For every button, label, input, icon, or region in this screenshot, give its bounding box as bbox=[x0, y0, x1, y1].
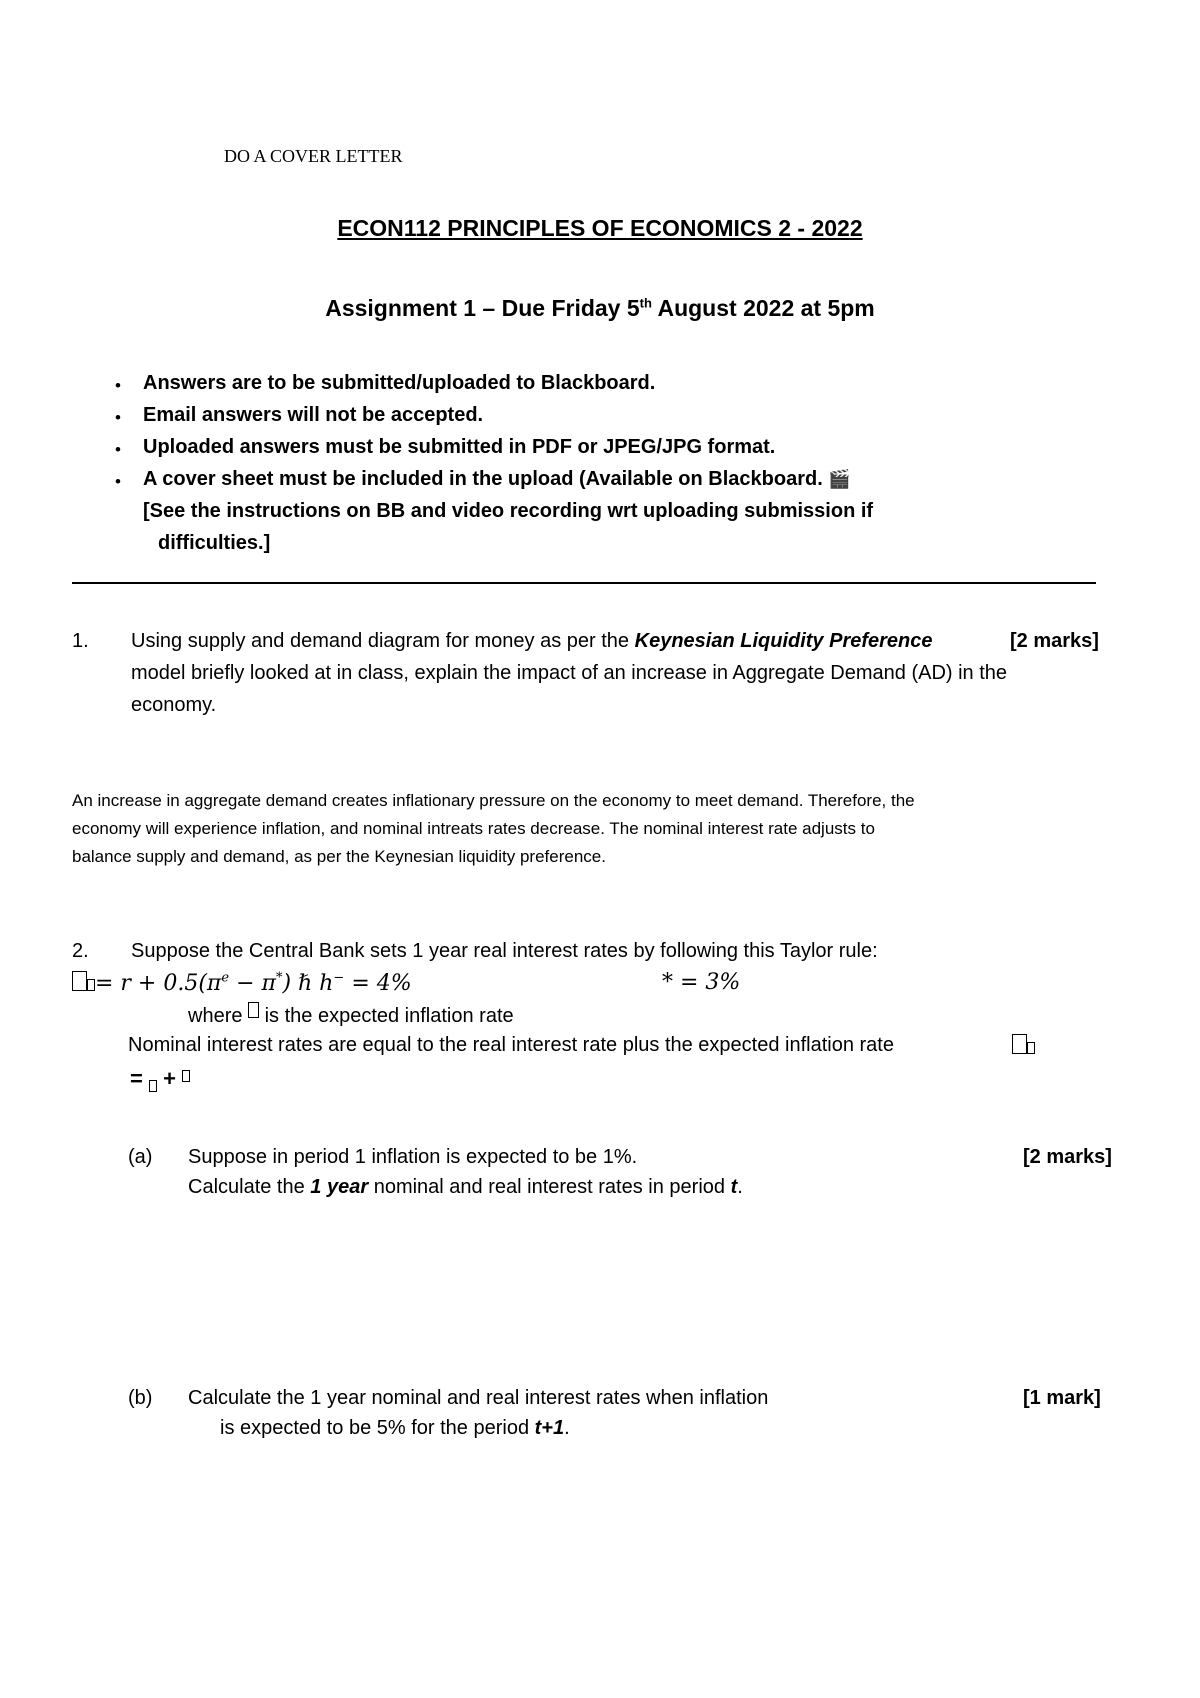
bullet-icon: • bbox=[115, 408, 121, 427]
missing-glyph-icon bbox=[1012, 1034, 1027, 1054]
formula-part: * bbox=[276, 970, 283, 986]
part-a-line-2 bbox=[188, 1176, 743, 1199]
assignment-heading-tail: August 2022 at 5pm bbox=[651, 295, 875, 321]
instruction-item: Answers are to be submitted/uploaded to Blackboard. bbox=[143, 372, 656, 394]
assignment-heading-text: Assignment 1 – Due Friday 5 bbox=[325, 295, 640, 321]
part-a-line-1: Suppose in period 1 inflation is expected to be 1%. bbox=[188, 1146, 638, 1168]
instruction-item: [See the instructions on BB and video recording wrt uploading submission if bbox=[143, 500, 874, 522]
q1-line-3: economy. bbox=[131, 694, 217, 716]
q1-keyword: Keynesian Liquidity Preference bbox=[634, 630, 933, 652]
q1-line-1 bbox=[131, 630, 933, 653]
formula-part: e bbox=[221, 970, 230, 986]
where-text: where bbox=[188, 1005, 249, 1027]
instruction-item: Email answers will not be accepted. bbox=[143, 404, 484, 426]
formula-part: = r + 0.5(π bbox=[95, 971, 222, 996]
equation-part: + bbox=[156, 1066, 183, 1091]
q1-marks: [2 marks] bbox=[1010, 630, 1099, 652]
missing-glyph-icon bbox=[72, 971, 87, 991]
part-b-text: is expected to be 5% for the period bbox=[220, 1417, 535, 1439]
answer-line: economy will experience inflation, and nominal intreats rates decrease. The nominal interest rate adjusts to bbox=[72, 819, 875, 838]
assignment-heading bbox=[0, 295, 1200, 322]
part-a-text: . bbox=[737, 1176, 743, 1198]
where-line bbox=[188, 1002, 514, 1028]
missing-glyph-icon bbox=[149, 1080, 157, 1092]
part-a-label: (a) bbox=[128, 1146, 153, 1168]
formula-part: = 4% bbox=[344, 971, 412, 996]
nominal-line: Nominal interest rates are equal to the real interest rate plus the expected inflation rate bbox=[128, 1034, 894, 1056]
part-a-text: nominal and real interest rates in period bbox=[368, 1176, 731, 1198]
bullet-icon: • bbox=[115, 440, 121, 459]
instruction-item: difficulties.] bbox=[158, 532, 271, 554]
answer-line: balance supply and demand, as per the Keynesian liquidity preference. bbox=[72, 847, 606, 866]
q2-number: 2. bbox=[72, 940, 89, 962]
course-title: ECON112 PRINCIPLES OF ECONOMICS 2 - 2022 bbox=[337, 215, 863, 241]
part-b-emphasis: t+1 bbox=[534, 1417, 565, 1439]
q2-intro: Suppose the Central Bank sets 1 year real interest rates by following this Taylor rule: bbox=[131, 940, 878, 962]
part-b-label: (b) bbox=[128, 1387, 153, 1409]
instruction-item: Uploaded answers must be submitted in PDF or JPEG/JPG format. bbox=[143, 436, 776, 458]
instruction-text: A cover sheet must be included in the upload (Available on Blackboard. bbox=[143, 468, 829, 490]
part-a-marks: [2 marks] bbox=[1023, 1146, 1112, 1168]
missing-glyph-icon bbox=[87, 979, 95, 991]
part-a-emphasis: 1 year bbox=[310, 1176, 369, 1198]
inflation-target: * = 3% bbox=[662, 970, 741, 995]
section-divider bbox=[72, 582, 1096, 584]
where-text: is the expected inflation rate bbox=[259, 1005, 514, 1027]
part-a-emphasis: t bbox=[730, 1176, 738, 1198]
missing-glyph-icon bbox=[248, 1002, 259, 1018]
q1-text: Using supply and demand diagram for money as per the bbox=[131, 630, 635, 652]
bullet-icon: • bbox=[115, 376, 121, 395]
part-a-text: Calculate the bbox=[188, 1176, 311, 1198]
equation-part: = bbox=[130, 1066, 149, 1091]
formula-part: ) ℏ ℎ bbox=[282, 971, 334, 996]
part-b-line-1: Calculate the 1 year nominal and real interest rates when inflation bbox=[188, 1387, 769, 1409]
q1-number: 1. bbox=[72, 630, 89, 652]
formula-part: − bbox=[333, 970, 345, 986]
cover-letter-note: DO A COVER LETTER bbox=[224, 146, 403, 166]
answer-line: An increase in aggregate demand creates inflationary pressure on the economy to meet demand. Therefore, the bbox=[72, 791, 915, 810]
nominal-symbol bbox=[1012, 1034, 1035, 1058]
part-b-text: . bbox=[564, 1417, 570, 1439]
nominal-equation bbox=[130, 1066, 190, 1092]
assignment-heading-sup: th bbox=[639, 295, 652, 311]
missing-glyph-icon bbox=[182, 1070, 190, 1082]
missing-glyph-icon bbox=[1027, 1042, 1035, 1054]
instruction-item bbox=[143, 468, 851, 491]
clapperboard-icon: 🎬 bbox=[828, 469, 851, 489]
part-b-line-2 bbox=[220, 1417, 570, 1440]
taylor-rule-formula bbox=[72, 970, 412, 996]
bullet-icon: • bbox=[115, 472, 121, 491]
q1-line-2: model briefly looked at in class, explain the impact of an increase in Aggregate Demand (AD) in the bbox=[131, 662, 1008, 684]
formula-part: − π bbox=[229, 971, 276, 996]
part-b-marks: [1 mark] bbox=[1023, 1387, 1101, 1409]
